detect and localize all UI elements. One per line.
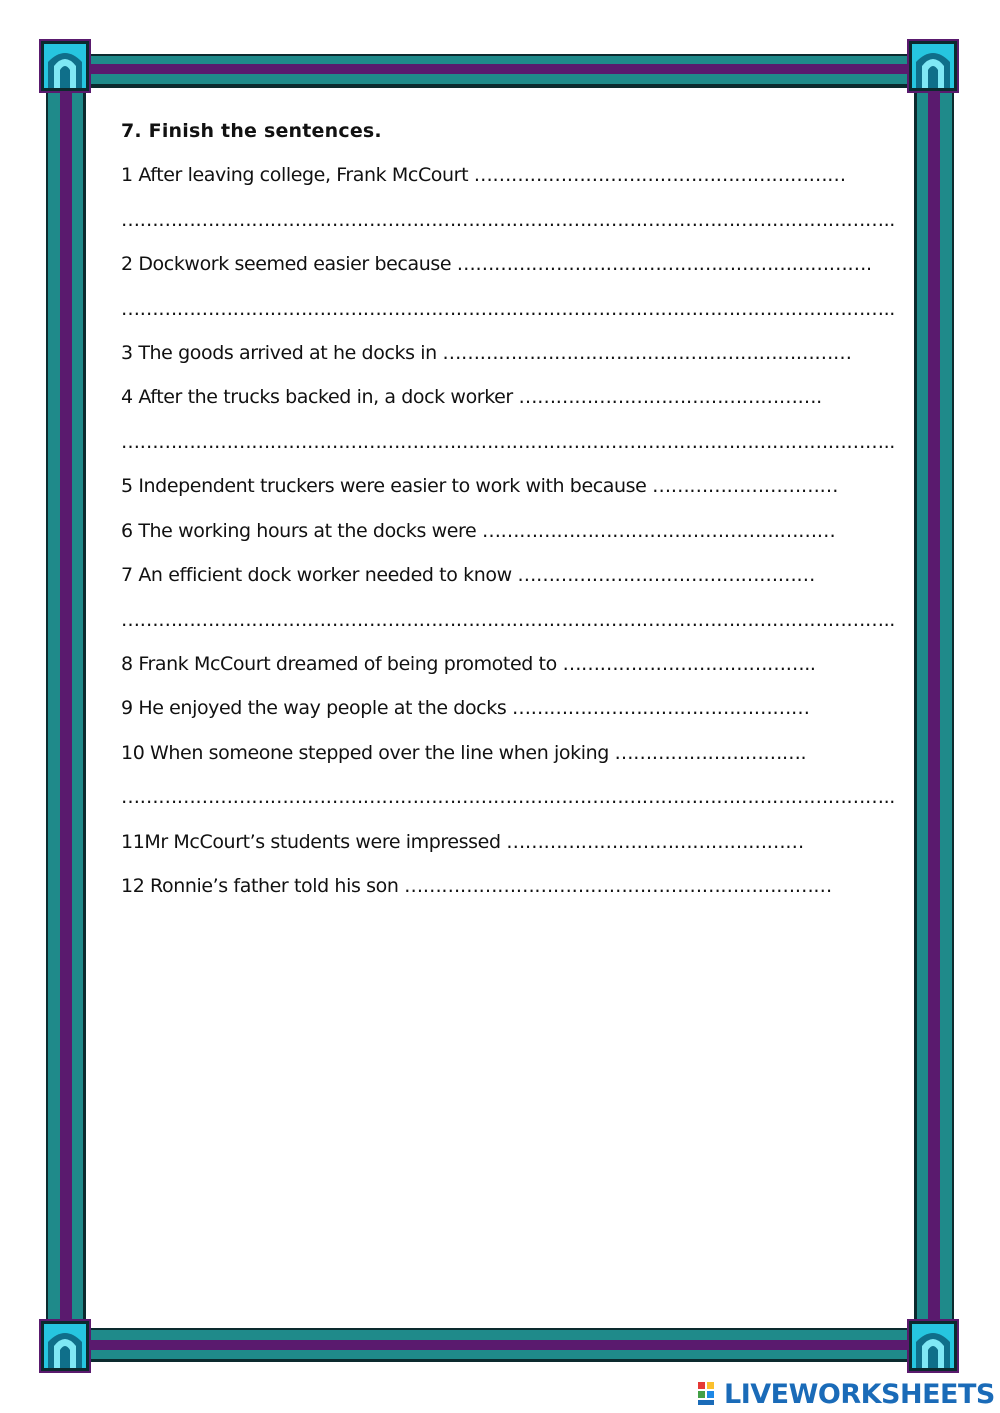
sentence-2: 2 Dockwork seemed easier because ………………………………………………………….	[121, 253, 872, 275]
sentence-8: 8 Frank McCourt dreamed of being promoted to …………………………………..	[121, 653, 816, 675]
answer-line-7: ……………………………………………………………………………………………………………..	[121, 609, 895, 631]
logo-mark-icon	[698, 1382, 724, 1406]
sentence-3: 3 The goods arrived at he docks in …………………………………………………………	[121, 342, 852, 364]
exercise-title: 7. Finish the sentences.	[121, 120, 382, 142]
sentence-12: 12 Ronnie’s father told his son ……………………………………………………………	[121, 875, 832, 897]
sentence-1: 1 After leaving college, Frank McCourt ……………………………………………………	[121, 164, 846, 186]
sentence-9: 9 He enjoyed the way people at the docks …………………………………………	[121, 697, 810, 719]
logo-text: LIVEWORKSHEETS	[724, 1378, 995, 1410]
answer-line-4: ……………………………………………………………………………………………………………..	[121, 431, 895, 453]
sentence-7: 7 An efficient dock worker needed to know …………………………………………	[121, 564, 815, 586]
sentence-4: 4 After the trucks backed in, a dock worker ………………………………………….	[121, 386, 822, 408]
answer-line-1: ……………………………………………………………………………………………………………..	[121, 209, 895, 231]
sentence-5: 5 Independent truckers were easier to work with because …………………………	[121, 475, 839, 497]
sentence-10: 10 When someone stepped over the line when joking ………………………….	[121, 742, 807, 764]
sentence-6: 6 The working hours at the docks were …………………………………………………	[121, 520, 836, 542]
liveworksheets-logo	[698, 1378, 995, 1410]
answer-line-10: ……………………………………………………………………………………………………………..	[121, 786, 895, 808]
answer-line-2: ……………………………………………………………………………………………………………..	[121, 298, 895, 320]
sentence-11: 11Mr McCourt’s students were impressed …………………………………………	[121, 831, 804, 853]
